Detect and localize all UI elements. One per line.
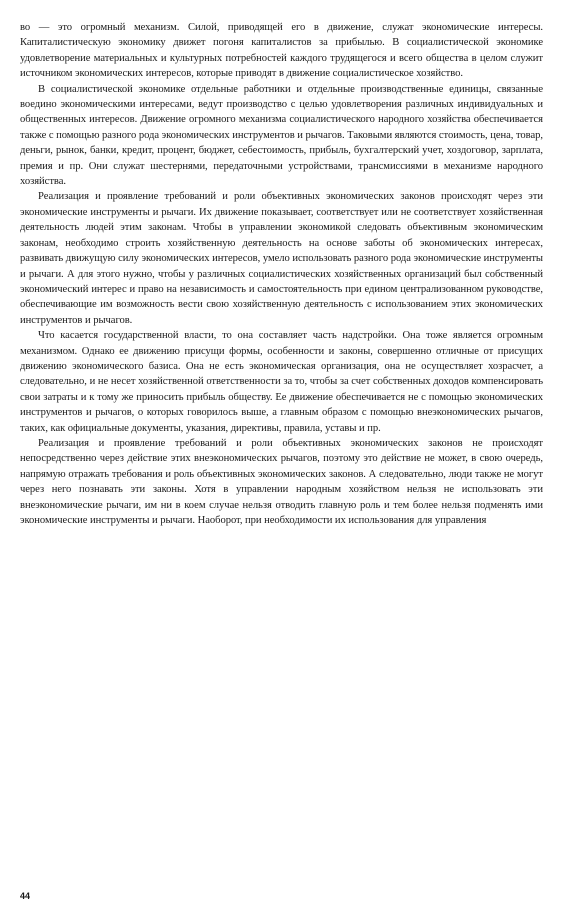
- paragraph: Что касается государственной власти, то она составляет часть надстройки. Она тоже является огромным механизмом. Однако ее движению присущи формы, особенности и законы, совершенно отличные от присущих движению экономического базиса. Она не есть экономическая организация, она не осуществляет хозрасчет, а следовательно, и не несет хозяйственной ответственности за то, чтобы за счет собственных доходов компенсировать свои затраты и к тому же приносить прибыль обществу. Ее движение обеспечивается не с помощью экономических инструментов и рычагов, о которых говорилось выше, а главным образом с помощью внеэкономических рычагов, таких, как официальные документы, указания, директивы, правила, уставы и пр.: [20, 330, 543, 434]
- paragraph: Реализация и проявление требований и роли объективных экономических законов не происходят непосредственно через действие этих внеэкономических рычагов, поэтому это действие не может, в свою очередь, напрямую отражать требования и роль объективных экономических законов. А следовательно, люди также не могут через него познавать эти законы. Хотя в управлении народным хозяйством нельзя не использовать эти внеэкономические рычаги, им ни в коем случае нельзя отводить главную роль и тем более нельзя подменять ими экономические инструменты и рычаги. Наоборот, при необходимости их использования для управления: [20, 437, 543, 526]
- paragraph: В социалистической экономике отдельные работники и отдельные производственные единицы, связанные воедино экономическими интересами, ведут производство с целью удовлетворения различных индивидуальных и общественных интересов. Движение огромного механизма социалистического народного хозяйства обеспечивается также с помощью разного рода экономических инструментов и рычагов. Таковыми являются стоимость, цена, товар, деньги, рынок, банки, кредит, процент, бюджет, себестоимость, прибыль, бухгалтерский учет, хоздоговор, зарплата, премия и пр. Они служат шестернями, передаточными устройствами, трансмиссиями в механизме народного хозяйства.: [20, 83, 543, 188]
- page-number: 44: [20, 891, 31, 901]
- paragraph: Реализация и проявление требований и роли объективных экономических законов происходят через эти экономические инструменты и рычаги. Их движение показывает, соответствует или не соответствует хозяйственная деятельность людей этим законам. Чтобы в управлении экономикой следовать объективным экономическим законам, необходимо строить хозяйственную деятельность на основе заботы об экономических интересах, развивать движущую силу экономических интересов, умело использовать разного рода экономические инструменты и рычаги. А для этого нужно, чтобы у различных социалистических хозяйственных организаций был собственный экономический интерес и право на независимость и самостоятельность при едином централизованном руководстве, обеспечивающие им возможность вести свою хозяйственную деятельность с использованием этих экономических инструментов и рычагов.: [20, 191, 543, 326]
- body-text: [20, 20, 543, 528]
- paragraph-continued: во — это огромный механизм. Силой, приводящей его в движение, служат экономические интересы. Капиталистическую экономику движет погоня капиталистов за прибылью. В социалистической экономике удовлетворение материальных и культурных потребностей каждого трудящегося и всего общества в целом служит источником экономических интересов, которые приводят в движение социалистическое хозяйство.: [20, 22, 543, 80]
